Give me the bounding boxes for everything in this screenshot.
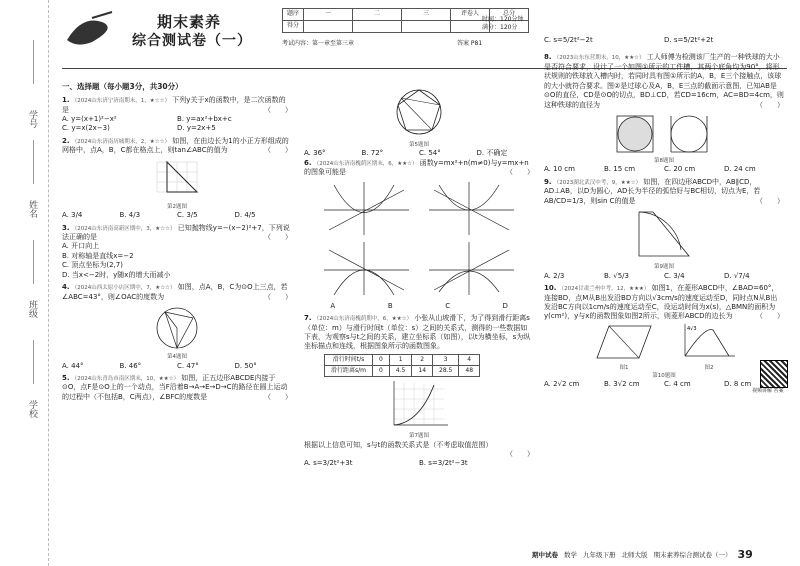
question-text: 如图，点A，B，C为⊙O上三点，若∠ABC=43°，则∠OAC的度数为 <box>62 283 288 301</box>
binding-line <box>33 40 34 84</box>
answer-blank[interactable]: （ ） <box>264 105 292 114</box>
curve-graph-figure <box>384 379 454 431</box>
option-a[interactable]: A. s=3/2t²+3t <box>304 459 353 468</box>
question-source: （2024山东济南高新区期中，3，★☆☆） <box>71 225 176 232</box>
table-cell: 0 <box>373 354 390 365</box>
question-2 <box>62 137 292 221</box>
footer-subject: 数学 <box>564 551 577 560</box>
option-d[interactable]: D. s=5/2t²+2t <box>664 36 714 44</box>
question-source: （2024山东青岛市南区期末，10，★★☆） <box>71 375 180 382</box>
answer-blank[interactable]: （ ） <box>506 449 534 458</box>
option-b[interactable]: B. √5/3 <box>604 271 629 280</box>
exam-scope: 考试内容：第一章至第三章 <box>282 40 355 47</box>
figure-subcaption: 图1 <box>619 365 629 372</box>
question-6 <box>304 159 534 311</box>
figure-caption: 第5题图 <box>409 142 429 148</box>
option-c[interactable]: C. 54° <box>419 149 441 158</box>
question-number: 1. <box>62 96 70 105</box>
option-a[interactable]: A. 36° <box>304 149 326 158</box>
table-cell: 2 <box>412 354 433 365</box>
column-2 <box>304 82 534 472</box>
question-source: （2024甘肃兰州中考，12，★★★） <box>558 286 650 293</box>
figure-caption: 第9题图 <box>654 264 674 271</box>
table-cell: 滑行时间t/s <box>325 354 373 365</box>
option-b[interactable]: B. 对称轴是直线x=−2 <box>62 251 134 260</box>
binding-line <box>33 340 34 384</box>
graph-label-d[interactable]: D <box>502 301 508 310</box>
question-9 <box>544 178 784 281</box>
score-label-cell: 得分 <box>283 21 304 33</box>
pentagon-figure <box>387 84 451 140</box>
option-c[interactable]: C. 3/4 <box>664 271 685 280</box>
option-b[interactable]: B. 15 cm <box>604 165 636 174</box>
figure-caption: 第2题图 <box>167 203 187 210</box>
question-text: 已知抛物线y=−(x−2)²+7，下列说法正确的是 <box>62 223 290 242</box>
grid-figure <box>137 158 217 202</box>
page-footer <box>532 548 753 563</box>
table-cell: 4 <box>459 354 480 365</box>
column-1 <box>62 82 292 405</box>
question-5 <box>62 374 292 402</box>
question-text: 工人师傅为检测该厂生产的一种铁球的大小是否符合要求，设计了一个如图①所示的工件槽，其两个底角均为90°，将形状规则的铁球放入槽内时，若同时具有图①所示的A，B，E三个接触点，该球的大小就符合要求。图②是过球心及A，B，E三点的截面示意图，已知AB是⊙O的直径，CD是⊙O的切点，BD⊥CD，若CD=16cm，AC=BD=4cm，则这种铁球的直径为 <box>544 53 784 109</box>
question-number: 4. <box>62 283 70 292</box>
option-b[interactable]: B. 3√2 cm <box>604 380 640 389</box>
quadrilateral-arc-figure <box>629 208 699 262</box>
score-header-cell: 评卷人 <box>451 9 490 21</box>
page-number: 39 <box>737 548 753 561</box>
question-text: 小张从山坡滑下，为了得到滑行距离s（单位：m）与滑行时间t（单位：s）之间的关系式，测得的一些数据如下表，为观察s与t之间的关系，建立坐标系（如图），以t为横坐标，s为纵坐标描点和连线，根据图象所示的函数图象。 <box>304 314 531 351</box>
ink-decoration-icon <box>62 10 122 50</box>
answer-blank[interactable]: （ ） <box>756 196 784 205</box>
answer-blank[interactable]: （ ） <box>264 292 292 301</box>
graph-peak-label: 4√3 <box>687 325 697 332</box>
question-text: 如图，正五边形ABCDE内接于⊙O，点F是⊙O上的一个动点，当F沿着B→A→E→D→C的路径在圆上运动的过程中（不包括B，C两点），∠BFC的度数是 <box>62 373 288 401</box>
option-b[interactable]: B. 72° <box>361 149 384 158</box>
option-a[interactable]: A. 44° <box>62 361 84 370</box>
question-source: （2024山东济南槐荫区期末，6，★★☆） <box>313 160 418 167</box>
rhombus-figure <box>589 322 659 362</box>
question-text: 下列y关于x的函数中，是二次函数的是 <box>62 96 286 114</box>
option-d[interactable]: D. √7/4 <box>724 271 750 280</box>
score-input-cell[interactable] <box>353 21 402 33</box>
time-limit: 时间：120分钟 <box>482 16 524 23</box>
option-d[interactable]: D. 不确定 <box>476 149 508 158</box>
question-source: （2024山西太原小店区期中，7，★☆☆） <box>71 285 176 292</box>
exam-page <box>52 0 800 566</box>
binding-label-name: 姓名 <box>27 200 37 218</box>
question-10 <box>544 284 784 389</box>
title-line1: 期末素养 <box>157 13 222 31</box>
option-b[interactable]: B. 46° <box>119 361 142 370</box>
answer-hint: 答案 P81 <box>457 40 483 47</box>
option-d[interactable]: D. 8 cm <box>724 380 752 389</box>
graph-label-a[interactable]: A <box>330 301 336 310</box>
option-c[interactable]: C. 顶点坐标为(2,7) <box>62 261 123 270</box>
title-line2: 综合测试卷（一） <box>132 33 252 49</box>
function-graphs-figure <box>319 180 519 300</box>
answer-blank[interactable]: （ ） <box>264 392 292 401</box>
qr-caption: 视频讲解 答案 <box>752 388 784 394</box>
option-d[interactable]: D. 4/5 <box>234 211 256 220</box>
question-7 <box>304 314 534 469</box>
question-number: 8. <box>544 53 552 62</box>
table-cell: 14 <box>412 366 433 377</box>
question-source: （2024山东济宁济南期末，1，★☆☆） <box>71 98 171 105</box>
question-source: （2023山东东营期末，10，★★☆） <box>553 55 645 62</box>
footer-series: 期中试卷 <box>532 551 558 560</box>
option-b[interactable]: B. 4/3 <box>119 211 141 220</box>
option-c[interactable]: C. s=5/2t²−2t <box>544 36 593 44</box>
table-cell: 48 <box>459 366 480 377</box>
option-a[interactable]: A. 开口向上 <box>62 242 100 251</box>
option-a[interactable]: A. 3/4 <box>62 211 83 220</box>
answer-blank[interactable]: （ ） <box>264 146 292 155</box>
score-header-cell: 题序 <box>283 9 304 21</box>
table-cell: 28.5 <box>433 366 459 377</box>
footer-grade: 九年级下册 <box>583 551 616 560</box>
option-a[interactable]: A. 2/3 <box>544 271 565 280</box>
qr-code[interactable] <box>760 360 788 388</box>
column-3 <box>544 36 784 393</box>
option-d[interactable]: D. 当x<−2时，y随x的增大而减小 <box>62 270 171 279</box>
score-input-cell[interactable] <box>402 21 451 33</box>
option-a[interactable]: A. 10 cm <box>544 165 575 174</box>
answer-blank[interactable]: （ ） <box>264 233 292 242</box>
option-a[interactable]: A. 2√2 cm <box>544 380 580 389</box>
question-number: 2. <box>62 136 70 145</box>
question-number: 3. <box>62 223 70 232</box>
footer-paper: 期末素养综合测试卷（一） <box>653 551 732 560</box>
figure-caption: 第8题图 <box>654 158 674 165</box>
score-header-cell: 二 <box>353 9 402 21</box>
binding-label-id: 学号 <box>27 110 37 128</box>
question-4 <box>62 283 292 371</box>
option-c[interactable]: C. y=x(2x−3) <box>62 124 110 133</box>
figure-2 <box>679 322 739 373</box>
option-c[interactable]: C. 47° <box>177 361 199 370</box>
question-number: 9. <box>544 177 552 186</box>
question-text: 如图，在由边长为1的小正方形组成的网格中，点A，B，C都在格点上，则tan∠ABC的值为 <box>62 136 289 155</box>
question-number: 10. <box>544 284 557 293</box>
figure-caption: 第7题图 <box>409 433 429 440</box>
table-cell: 滑行距离s/m <box>325 366 373 377</box>
option-d[interactable]: D. 50° <box>234 361 257 370</box>
score-header-cell: 总分 <box>490 9 529 21</box>
time-info <box>482 16 523 32</box>
footer-edition: 北师大版 <box>621 551 648 560</box>
score-header-cell: 三 <box>402 9 451 21</box>
figure-1 <box>589 322 659 373</box>
full-score: 满分：120分 <box>482 24 518 32</box>
binding-line <box>33 140 34 184</box>
graph-label-c[interactable]: C <box>445 301 451 310</box>
section-title: 一、选择题（每小题3分，共30分） <box>62 82 183 91</box>
answer-blank[interactable]: （ ） <box>756 100 784 109</box>
question-source: （2023湖北武汉中考，9，★★☆） <box>553 179 642 186</box>
table-cell: 3 <box>433 354 459 365</box>
binding-line <box>33 240 34 284</box>
binding-label-class: 班级 <box>27 300 37 318</box>
question-3 <box>62 224 292 281</box>
circle-figure <box>147 304 207 352</box>
question-text: 如图1，在菱形ABCD中，∠BAD=60°，连接BD，点M从B出发沿BD方向以√3cm/s的速度运动至D，同时点N从B出发沿BC方向以1cm/s的速度运动至C，设运动时间为x(s)，△BMN的面积为y(cm²)，y与x的函数图象如图2所示，则菱形ABCD的边长为 <box>544 284 779 321</box>
score-header-cell: 一 <box>304 9 353 21</box>
question-text: 如图，在四边形ABCD中，AB∥CD，AD⊥AB，以D为圆心，AD长为半径的弧恰好与BC相切，切点为E，若AB/CD=1/3，则sin C的值是 <box>544 177 761 205</box>
question-number: 5. <box>62 373 70 382</box>
graph-label-b[interactable]: B <box>387 301 393 310</box>
binding-strip <box>0 0 49 566</box>
figure-caption: 第4题图 <box>167 354 187 361</box>
data-table <box>324 354 480 377</box>
score-input-cell[interactable] <box>304 21 353 33</box>
option-b[interactable]: B. y=ax²+bx+c <box>177 115 232 123</box>
option-c[interactable]: C. 4 cm <box>664 380 691 389</box>
answer-blank[interactable]: （ ） <box>506 168 534 177</box>
question-1 <box>62 96 292 134</box>
area-graph-figure <box>679 322 739 362</box>
question-source: （2024山东济南槐荫期中，6，★★☆） <box>313 316 413 323</box>
question-text: 函数y=mx²+n(m≠0)与y=mx+n的图象可能是 <box>304 158 529 177</box>
figure-subcaption: 图2 <box>704 365 714 372</box>
table-cell: 0 <box>373 366 390 377</box>
question-8 <box>544 53 784 174</box>
option-a[interactable]: A. y=(x+1)²−x² <box>62 115 117 123</box>
question-number: 7. <box>304 314 312 323</box>
binding-label-school: 学校 <box>27 400 37 418</box>
table-cell: 4.5 <box>389 366 412 377</box>
ball-groove-figure <box>609 112 719 156</box>
question-number: 6. <box>304 158 312 167</box>
option-c[interactable]: C. 3/5 <box>177 211 198 220</box>
option-d[interactable]: D. y=2x+5 <box>177 124 216 133</box>
question-followup: 根据以上信息可知，s与t的函数关系式是（不考虑取值范围） <box>304 440 493 449</box>
answer-blank[interactable]: （ ） <box>756 312 784 321</box>
table-cell: 1 <box>389 354 412 365</box>
option-d[interactable]: D. 24 cm <box>724 165 756 174</box>
figure-caption: 第10题图 <box>652 372 676 379</box>
question-source: （2024山东济南历城期末，2，★☆☆） <box>71 138 171 145</box>
option-b[interactable]: B. s=3/2t²−3t <box>419 459 468 468</box>
option-c[interactable]: C. 20 cm <box>664 165 696 174</box>
